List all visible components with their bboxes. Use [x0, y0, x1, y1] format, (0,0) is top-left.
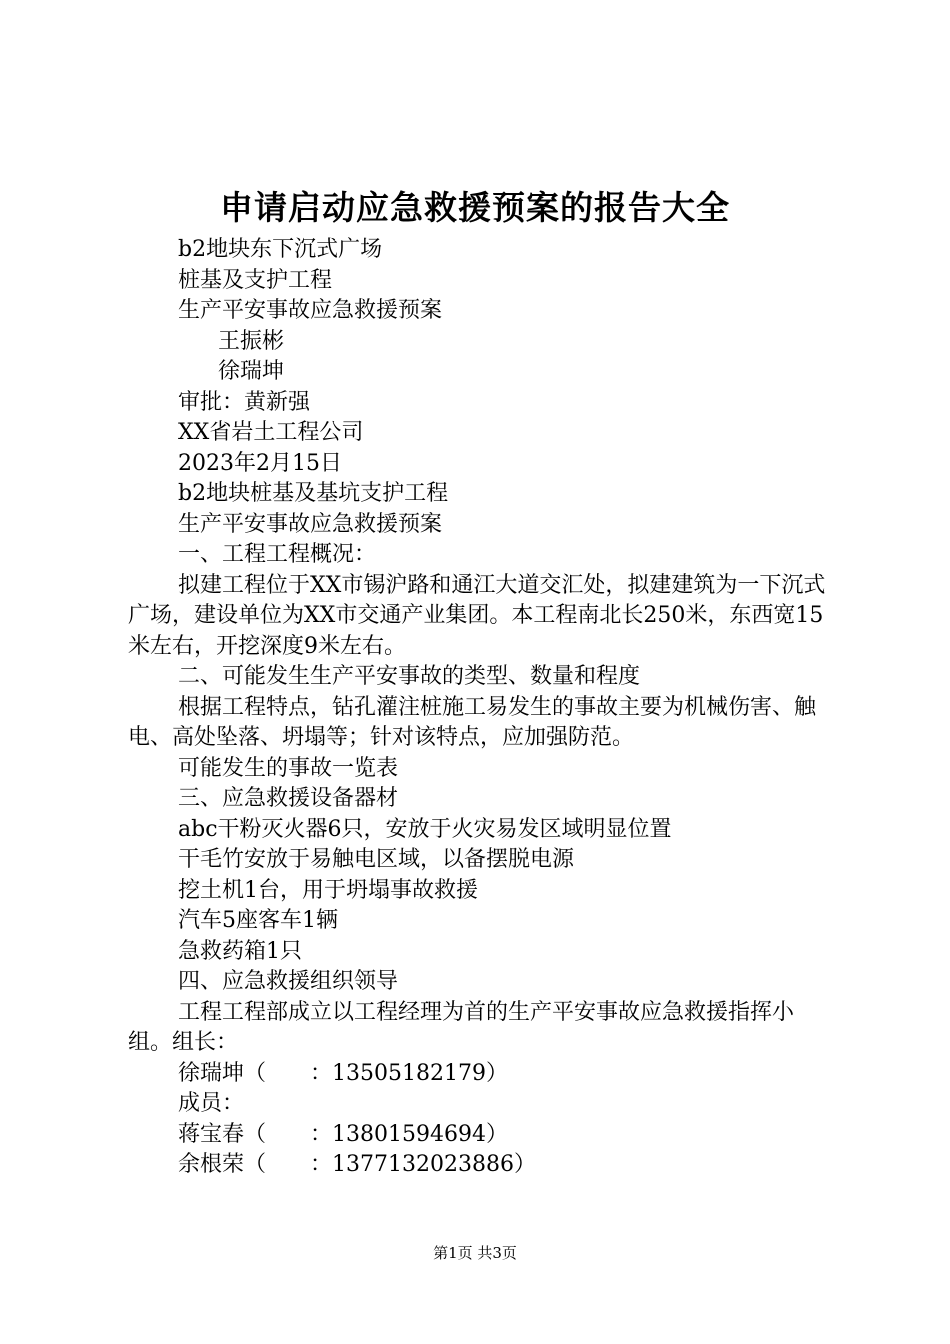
paragraph: 成员：	[178, 1091, 245, 1116]
section-heading: 三、应急救援设备器材	[178, 786, 399, 811]
paragraph: 余根荣（ ：1377132023886）	[178, 1152, 536, 1177]
document-body	[128, 235, 833, 1181]
paragraph: 2023年2月15日	[178, 450, 342, 476]
paragraph: 挖土机1台，用于坍塌事故救援	[178, 877, 478, 903]
paragraph: 审批：黄新强	[178, 389, 311, 415]
paragraph: 根据工程特点，钻孔灌注桩施工易发生的事故主要为机械伤害、触电、高处坠落、坍塌等；针对该特点，应加强防范。	[128, 694, 817, 750]
paragraph: 生产平安事故应急救援预案	[178, 298, 443, 323]
paragraph: 徐瑞坤	[218, 359, 285, 384]
section-heading: 二、可能发生生产平安事故的类型、数量和程度	[178, 664, 641, 689]
page-number-footer: 第1页 共3页	[433, 1244, 517, 1262]
paragraph: 王振彬	[218, 328, 285, 354]
paragraph: 蒋宝春（ ：13801594694）	[178, 1121, 508, 1147]
paragraph: 干毛竹安放于易触电区域，以备摆脱电源	[178, 847, 575, 872]
paragraph: abc干粉灭火器6只，安放于火灾易发区域明显位置	[178, 816, 672, 842]
paragraph: b2地块东下沉式广场	[178, 237, 383, 262]
section-heading: 四、应急救援组织领导	[178, 969, 399, 994]
section-heading: 一、工程工程概况：	[178, 542, 377, 567]
paragraph: b2地块桩基及基坑支护工程	[178, 481, 449, 506]
paragraph: 急救药箱1只	[178, 938, 302, 964]
paragraph: 可能发生的事故一览表	[178, 755, 399, 781]
paragraph: 徐瑞坤（ ：13505182179）	[178, 1060, 508, 1086]
paragraph: XX省岩土工程公司	[178, 420, 364, 445]
document-title: 申请启动应急救援预案的报告大全	[220, 188, 730, 227]
paragraph: 拟建工程位于XX市锡沪路和通江大道交汇处，拟建建筑为一下沉式广场，建设单位为XX市交通产业集团。本工程南北长250米，东西宽15米左右，开挖深度9米左右。	[128, 572, 826, 659]
paragraph: 工程工程部成立以工程经理为首的生产平安事故应急救援指挥小组。组长：	[128, 999, 795, 1055]
paragraph: 生产平安事故应急救援预案	[178, 511, 443, 537]
paragraph: 桩基及支护工程	[178, 267, 333, 293]
paragraph: 汽车5座客车1辆	[178, 908, 338, 933]
